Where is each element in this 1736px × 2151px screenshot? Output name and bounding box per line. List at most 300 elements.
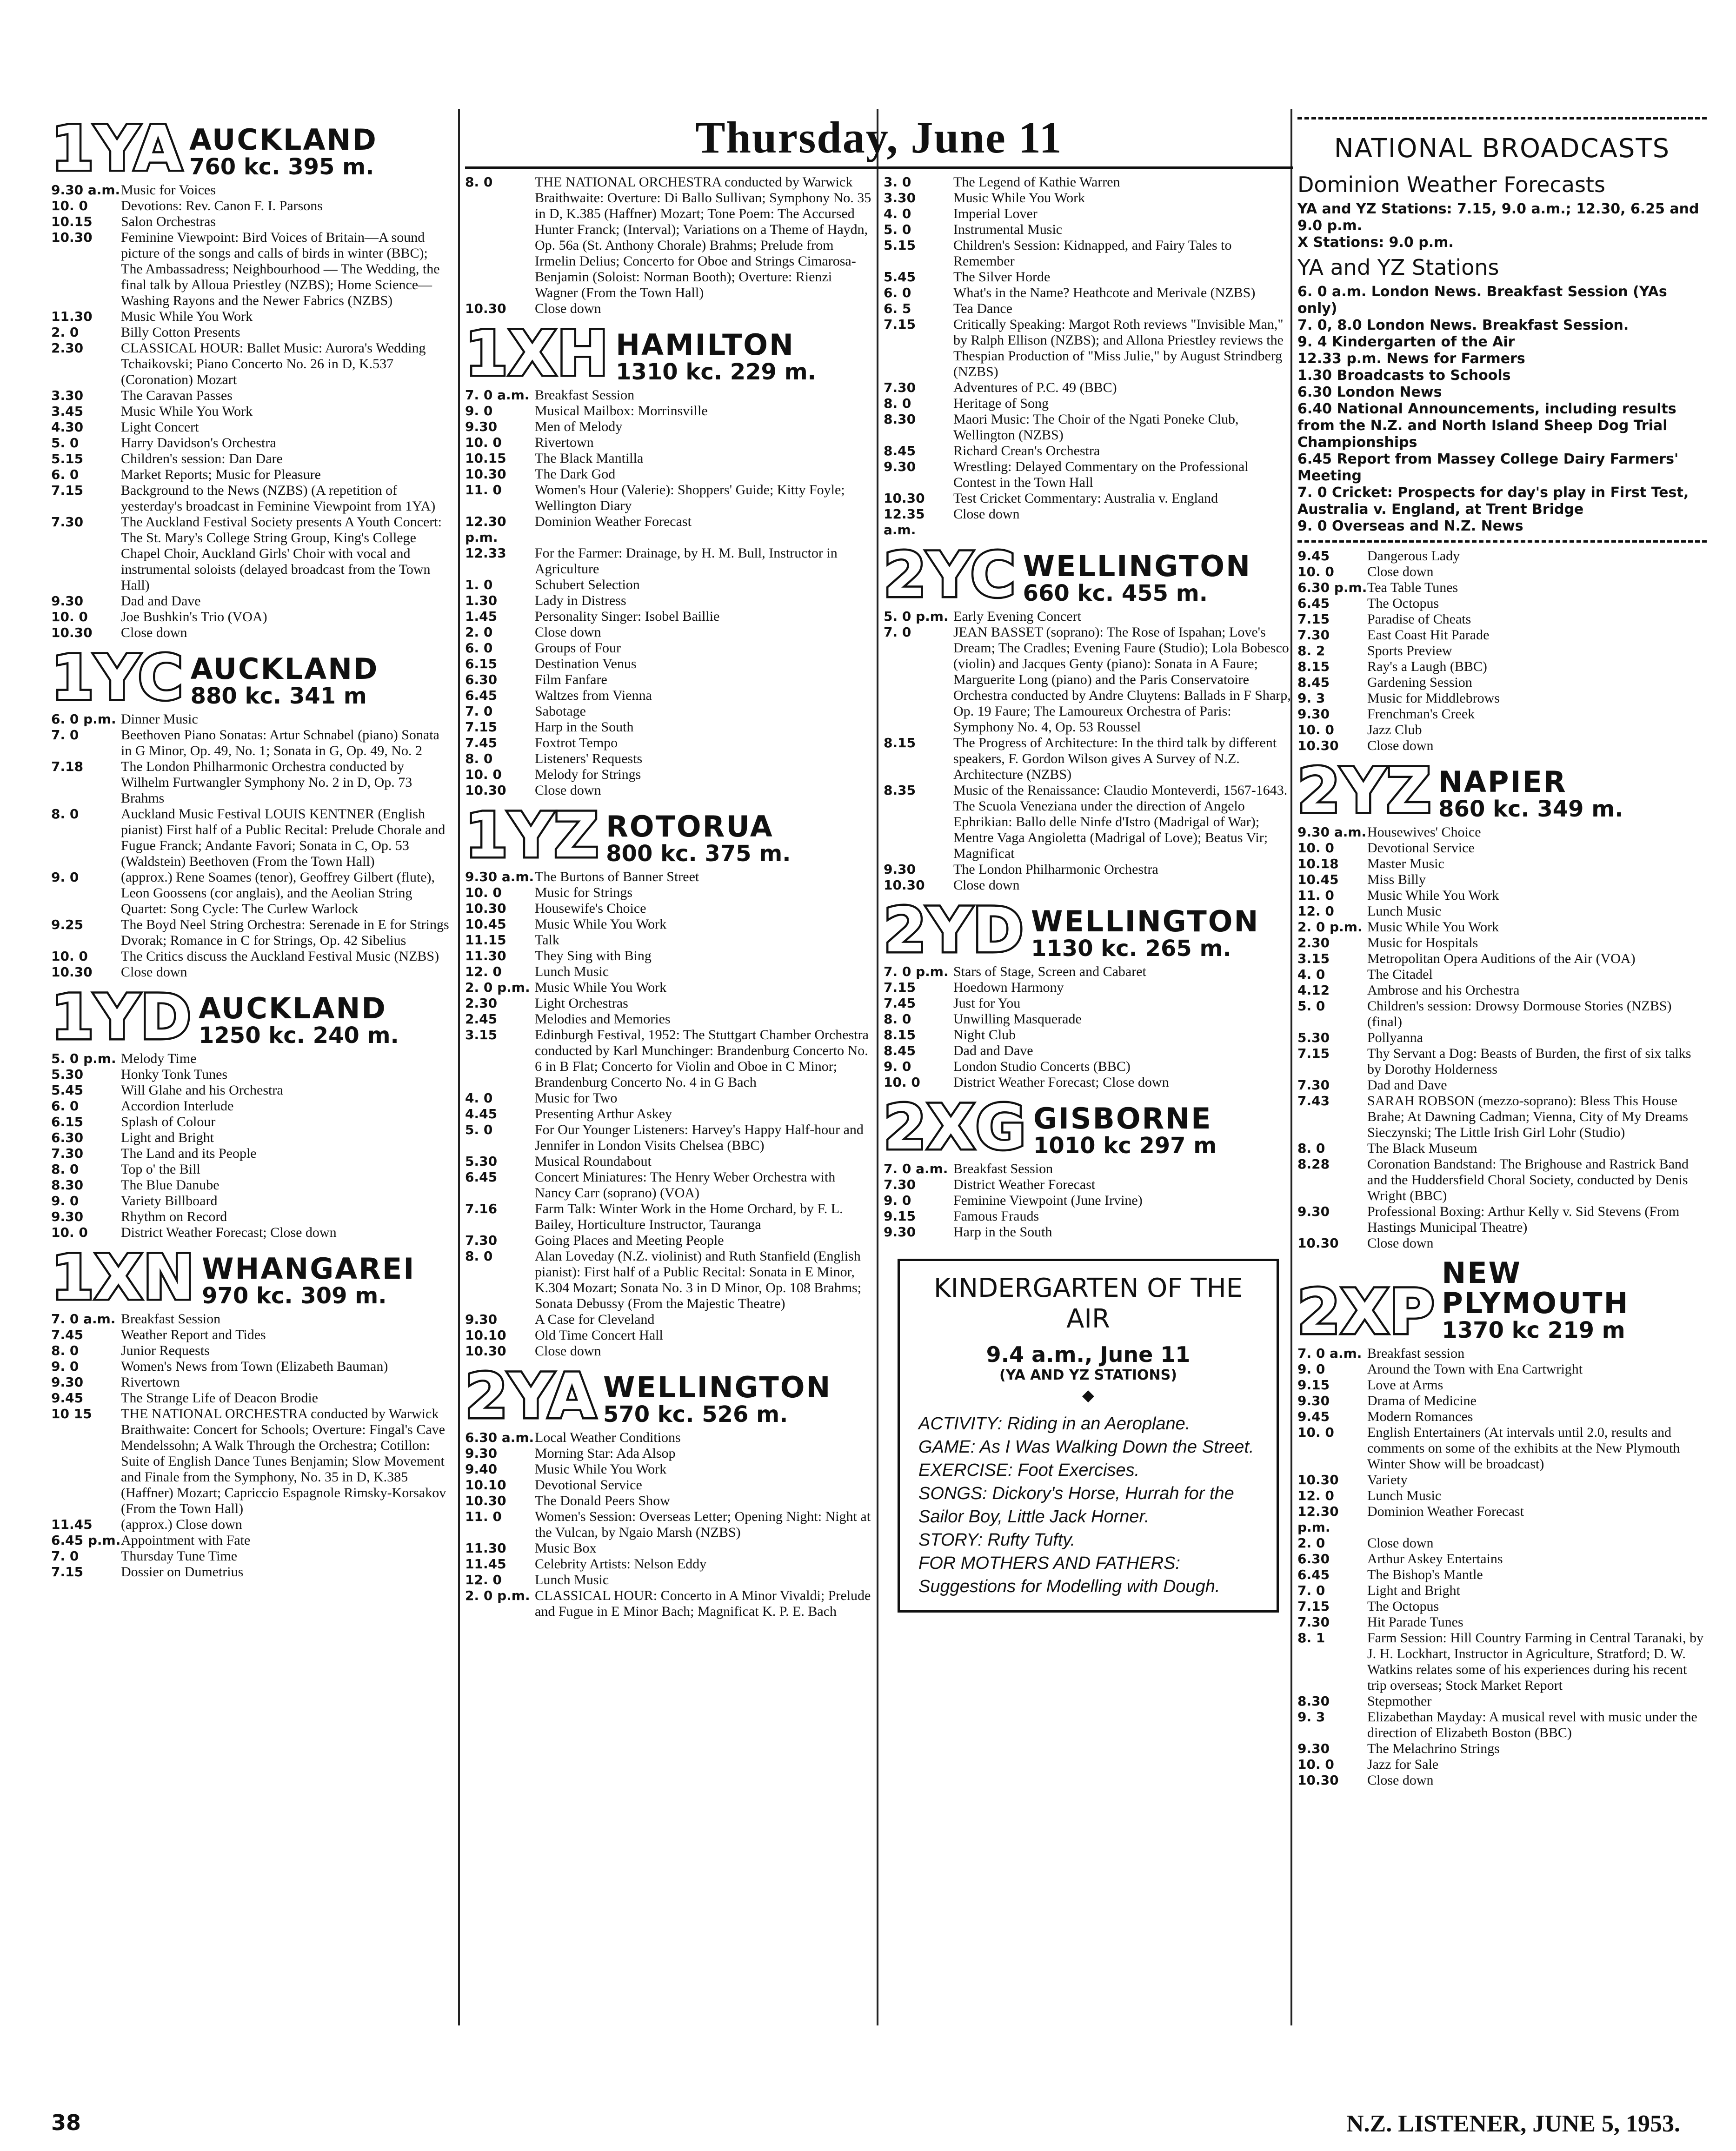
station-callsign: 2YD	[884, 895, 1024, 966]
programme-time: 9.30	[465, 419, 498, 434]
box-note: (YA AND YZ STATIONS)	[999, 1367, 1177, 1383]
programme-text: Lunch Music	[535, 964, 609, 979]
programme-item	[1297, 722, 1707, 738]
programme-text: The Black Mantilla	[535, 451, 644, 466]
programme-item	[1297, 1773, 1707, 1788]
programme-text: Wrestling: Delayed Commentary on the Professional Contest in the Town Hall	[953, 459, 1249, 490]
programme-text: Close down	[121, 964, 187, 980]
station-callsign: 1YD	[51, 982, 192, 1053]
programme-item	[51, 325, 451, 340]
programme-item	[465, 1154, 874, 1169]
programme-time: 5. 0 p.m.	[884, 609, 949, 624]
programme-time: 10.10	[465, 1477, 506, 1493]
programme-item	[1297, 1204, 1707, 1235]
programme-text: The London Philharmonic Orchestra conducted by Wilhelm Furtwangler Symphony No. 2 in D, Op. 73 Brahms	[121, 759, 412, 806]
programme-text: Light Concert	[121, 419, 199, 435]
programme-text: Dominion Weather Forecast	[535, 514, 692, 529]
programme-time: 12.30 p.m.	[1297, 1503, 1339, 1535]
programme-list	[51, 1051, 451, 1241]
programme-text: Dominion Weather Forecast	[1367, 1503, 1524, 1519]
programme-time: 6.45 p.m.	[51, 1533, 121, 1548]
programme-text: Ray's a Laugh (BBC)	[1367, 659, 1487, 674]
programme-text: Hoedown Harmony	[953, 980, 1064, 995]
station-title	[616, 330, 816, 385]
programme-item	[1297, 548, 1707, 564]
programme-item	[51, 1209, 451, 1225]
programme-text: Frenchman's Creek	[1367, 706, 1475, 722]
programme-text: Early Evening Concert	[953, 609, 1081, 624]
programme-time: 6.30	[1297, 1551, 1330, 1567]
programme-item	[884, 1208, 1293, 1224]
station-name: GISBORNE	[1033, 1102, 1212, 1136]
station-title	[606, 811, 791, 866]
programme-item	[51, 1193, 451, 1209]
programme-item	[1297, 983, 1707, 998]
programme-list	[1297, 548, 1707, 754]
programme-text: Music While You Work	[535, 916, 667, 932]
station-header	[51, 113, 451, 185]
programme-text: Thy Servant a Dog: Beasts of Burden, the first of six talks by Dorothy Holderness	[1367, 1046, 1691, 1077]
programme-item	[884, 783, 1293, 862]
programme-text: Children's session: Drowsy Dormouse Stories (NZBS) (final)	[1367, 998, 1672, 1029]
programme-item	[1297, 1235, 1707, 1251]
programme-item	[1297, 643, 1707, 659]
programme-item	[465, 885, 874, 901]
programme-time: 7. 0	[51, 1548, 79, 1564]
programme-item	[465, 1540, 874, 1556]
box-item: SONGS: Dickory's Horse, Hurrah for the Sailor Boy, Little Jack Horner.	[918, 1484, 1234, 1527]
programme-time: 7.45	[884, 996, 916, 1011]
programme-time: 7. 0	[465, 704, 493, 719]
programme-item	[51, 759, 451, 806]
programme-item	[465, 948, 874, 964]
programme-text: Old Time Concert Hall	[535, 1328, 663, 1343]
programme-item	[1297, 872, 1707, 888]
programme-item	[465, 1248, 874, 1312]
programme-time: 12.35 a.m.	[884, 506, 925, 538]
programme-item	[884, 506, 1293, 538]
programme-item	[465, 466, 874, 482]
programme-text: A Case for Cleveland	[535, 1312, 655, 1327]
programme-text: The Dark God	[535, 466, 616, 482]
programme-list	[51, 1311, 451, 1580]
programme-time: 11.30	[465, 1540, 506, 1556]
programme-item	[884, 1027, 1293, 1043]
programme-text: Devotional Service	[1367, 840, 1475, 856]
programme-item	[51, 514, 451, 593]
programme-time: 1.30	[465, 593, 498, 608]
programme-list	[884, 1161, 1293, 1240]
programme-item	[465, 1106, 874, 1122]
programme-text: Salon Orchestras	[121, 214, 216, 229]
programme-text: Harry Davidson's Orchestra	[121, 435, 276, 451]
station-section	[51, 642, 451, 980]
programme-time: 8.30	[51, 1177, 84, 1193]
programme-text: (approx.) Rene Soames (tenor), Geoffrey Gilbert (flute), Leon Goossens (cor anglais), and the Aeolian String Quartet: Song Cycle: The Curlew Warlock	[121, 870, 435, 916]
station-section	[884, 1092, 1293, 1240]
programme-item	[465, 387, 874, 403]
programme-item	[1297, 1346, 1707, 1361]
programme-text: Foxtrot Tempo	[535, 735, 618, 750]
programme-text: Groups of Four	[535, 640, 621, 656]
programme-time: 6. 0 p.m.	[51, 711, 116, 727]
station-section	[465, 174, 874, 317]
programme-item	[884, 269, 1293, 285]
programme-time: 10.18	[1297, 856, 1339, 871]
programme-item	[465, 1556, 874, 1572]
programme-item	[51, 1517, 451, 1533]
programme-time: 9.40	[465, 1461, 498, 1477]
programme-text: The Black Museum	[1367, 1141, 1477, 1156]
programme-list	[465, 1430, 874, 1620]
programme-text: Paradise of Cheats	[1367, 611, 1471, 627]
programme-time: 7.15	[465, 719, 498, 735]
programme-time: 6.45	[1297, 596, 1330, 611]
national-line: 6.30 London News	[1297, 384, 1442, 400]
programme-item	[465, 593, 874, 609]
programme-item	[1297, 1535, 1707, 1551]
programme-time: 6.45	[465, 1169, 498, 1185]
programme-item	[1297, 1614, 1707, 1630]
programme-text: Close down	[953, 877, 1020, 893]
programme-time: 4. 0	[465, 1090, 493, 1106]
programme-text: Farm Talk: Winter Work in the Home Orchard, by F. L. Bailey, Horticulture Instructor, Tauranga	[535, 1201, 843, 1232]
programme-time: 3. 0	[884, 174, 911, 190]
programme-time: 7.30	[51, 514, 84, 530]
programme-time: 3.30	[884, 190, 916, 206]
programme-text: CLASSICAL HOUR: Ballet Music: Aurora's Wedding Tchaikovski; Piano Concerto No. 26 in D, K.537 (Coronation) Mozart	[121, 340, 426, 387]
header-rule	[465, 166, 1293, 169]
box-item: GAME: As I Was Walking Down the Street.	[918, 1437, 1254, 1457]
programme-text: Farm Session: Hill Country Farming in Central Taranaki, by J. H. Lockhart, Instructor in Agriculture, Stratford; D. W. Watkins relates some of his experiences during his recent trip overseas; Stock Market Report	[1367, 1630, 1704, 1693]
programme-text: Imperial Lover	[953, 206, 1038, 221]
station-header	[1297, 1256, 1707, 1348]
programme-item	[465, 1011, 874, 1027]
station-title	[1031, 906, 1259, 961]
programme-time: 9.45	[1297, 548, 1330, 564]
programme-time: 2.30	[1297, 935, 1330, 950]
programme-time: 10. 0	[884, 1075, 920, 1090]
programme-text: Top o' the Bill	[121, 1162, 200, 1177]
station-header	[465, 800, 874, 871]
programme-time: 11. 0	[465, 1509, 502, 1524]
programme-item	[1297, 738, 1707, 754]
programme-text: Thursday Tune Time	[121, 1548, 238, 1564]
programme-time: 2.30	[51, 340, 84, 356]
programme-item	[51, 483, 451, 514]
programme-time: 9. 0	[51, 1193, 79, 1208]
programme-item	[1297, 1630, 1707, 1693]
programme-item	[1297, 824, 1707, 840]
station-callsign: 2YC	[884, 539, 1017, 611]
programme-item	[1297, 1156, 1707, 1204]
programme-text: The Strange Life of Deacon Brodie	[121, 1390, 318, 1406]
programme-item	[884, 1177, 1293, 1193]
programme-time: 12.30 p.m.	[465, 514, 506, 545]
programme-time: 5.30	[1297, 1030, 1330, 1045]
programme-time: 9.30	[884, 862, 916, 877]
programme-item	[51, 1225, 451, 1241]
weather-heading: Dominion Weather Forecasts	[1297, 172, 1605, 197]
programme-text: Variety Billboard	[121, 1193, 218, 1208]
programme-text: Dinner Music	[121, 711, 198, 727]
programme-text: Devotional Service	[535, 1477, 642, 1493]
station-frequency: 760 kc. 395 m.	[189, 154, 374, 180]
programme-time: 9.30	[884, 1224, 916, 1240]
programme-time: 10.15	[465, 451, 506, 466]
programme-text: JEAN BASSET (soprano): The Rose of Ispahan; Love's Dream; The Cradles; Evening Faure (Studio); Lola Bobesco (violin) and Jacques Genty (piano): Sonata in A Faure; Marguerite Long (piano) and the Paris Conservatoire Orchestra conducted by Andre Cluytens: Ballads in F Sharp, Op. 19 Faure; The Lamoureux Orchestra of Paris: Symphony No. 4, Op. 53 Roussel	[953, 624, 1291, 735]
station-title	[1033, 1103, 1217, 1158]
programme-text: Variety	[1367, 1472, 1408, 1487]
programme-text: For the Farmer: Drainage, by H. M. Bull, Instructor in Agriculture	[535, 545, 838, 577]
station-frequency: 1310 kc. 229 m.	[616, 359, 816, 385]
programme-text: Music for Middlebrows	[1367, 690, 1500, 706]
programme-text: Modern Romances	[1367, 1408, 1473, 1424]
programme-time: 7.15	[884, 317, 916, 332]
programme-time: 4. 0	[884, 206, 911, 221]
programme-item	[884, 964, 1293, 980]
programme-text: Background to the News (NZBS) (A repetition of yesterday's broadcast in Feminine Viewpoint from 1YA)	[121, 483, 436, 514]
programme-text: (approx.) Close down	[121, 1517, 242, 1532]
programme-item	[1297, 856, 1707, 872]
programme-time: 9. 0	[465, 403, 493, 418]
programme-text: Coronation Bandstand: The Brighouse and Rastrick Band and the Huddersfield Choral Society, conducted by Denis Wright (BBC)	[1367, 1156, 1689, 1203]
programme-item	[1297, 675, 1707, 690]
programme-time: 10. 0	[1297, 1756, 1334, 1772]
station-header	[51, 1242, 451, 1314]
programme-time: 6. 0	[465, 640, 493, 656]
programme-text: Stepmother	[1367, 1693, 1432, 1709]
programme-time: 5.45	[51, 1082, 84, 1098]
programme-time: 10.30	[1297, 1772, 1339, 1788]
programme-text: Stars of Stage, Screen and Cabaret	[953, 964, 1146, 979]
programme-time: 4.12	[1297, 983, 1330, 998]
station-callsign: 2YZ	[1297, 755, 1432, 827]
programme-item	[51, 917, 451, 949]
programme-text: What's in the Name? Heathcote and Merivale (NZBS)	[953, 285, 1256, 300]
programme-time: 6. 0	[51, 467, 79, 482]
station-name: AUCKLAND	[189, 123, 378, 157]
programme-item	[51, 182, 451, 198]
programme-time: 11.30	[465, 948, 506, 963]
programme-text: The Bishop's Mantle	[1367, 1567, 1483, 1582]
programme-text: Close down	[535, 1343, 601, 1359]
programme-text: Concert Miniatures: The Henry Weber Orchestra with Nancy Carr (soprano) (VOA)	[535, 1169, 836, 1201]
programme-text: Tea Dance	[953, 301, 1012, 316]
programme-time: 5.30	[51, 1067, 84, 1082]
column-rule-1	[458, 109, 460, 2025]
station-name: ROTORUA	[606, 810, 774, 844]
programme-text: Adventures of P.C. 49 (BBC)	[953, 380, 1117, 395]
programme-text: Light and Bright	[121, 1130, 214, 1145]
programme-time: 10.10	[465, 1328, 506, 1343]
station-callsign: 1YZ	[465, 800, 600, 871]
programme-text: Dad and Dave	[121, 593, 201, 609]
programme-list	[1297, 1346, 1707, 1788]
programme-time: 10.30	[1297, 738, 1339, 753]
programme-time: 8.28	[1297, 1156, 1330, 1172]
programme-time: 8.45	[1297, 675, 1330, 690]
station-title	[191, 654, 379, 709]
programme-time: 10. 0	[51, 1225, 88, 1240]
programme-time: 10.30	[51, 964, 93, 980]
programme-time: 7.30	[51, 1146, 84, 1161]
programme-text: Lunch Music	[535, 1572, 609, 1587]
programme-item	[884, 862, 1293, 877]
programme-time: 10. 0	[1297, 1424, 1334, 1440]
programme-text: Close down	[1367, 738, 1434, 753]
station-name: NEW PLYMOUTH	[1442, 1256, 1630, 1321]
programme-item	[51, 230, 451, 309]
station-title	[603, 1372, 831, 1427]
programme-text: Dossier on Dumetrius	[121, 1564, 244, 1580]
national-line: 1.30 Broadcasts to Schools	[1297, 367, 1511, 384]
programme-text: Weather Report and Tides	[121, 1327, 266, 1342]
programme-item	[1297, 935, 1707, 951]
programme-text: Personality Singer: Isobel Baillie	[535, 609, 720, 624]
programme-time: 8. 0	[51, 1343, 79, 1358]
programme-item	[465, 174, 874, 301]
station-title	[1023, 551, 1251, 606]
programme-time: 8.30	[884, 412, 916, 427]
programme-time: 10.30	[465, 783, 506, 798]
programme-item	[51, 1327, 451, 1343]
programme-text: Alan Loveday (N.Z. violinist) and Ruth Stanfield (English pianist): First half of a Public Recital: Sonata in E Minor, K.304 Mozart; Sonata No. 3 in D Minor, Op. 108 Brahms; Sonata Debussy (From the Majestic Theatre)	[535, 1248, 862, 1311]
national-line: 6.45 Report from Massey College Dairy Farmers' Meeting	[1297, 451, 1679, 484]
programme-item	[51, 964, 451, 980]
programme-time: 7.15	[1297, 1046, 1330, 1061]
programme-item	[1297, 1741, 1707, 1757]
programme-time: 2.45	[465, 1011, 498, 1027]
box-item: ACTIVITY: Riding in an Aeroplane.	[918, 1414, 1191, 1434]
station-section	[465, 800, 874, 1359]
programme-time: 5. 0	[884, 222, 911, 237]
programme-item	[1297, 1377, 1707, 1393]
programme-item	[1297, 1583, 1707, 1599]
station-section	[51, 113, 451, 641]
programme-item	[1297, 627, 1707, 643]
programme-time: 9.30	[884, 459, 916, 474]
programme-time: 10. 0	[51, 609, 88, 624]
programme-item	[51, 806, 451, 870]
programme-text: Music for Strings	[535, 885, 632, 900]
diamond-icon: ◆	[1082, 1387, 1095, 1404]
programme-text: Close down	[953, 506, 1020, 522]
programme-time: 6. 5	[884, 301, 911, 316]
programme-text: Housewife's Choice	[535, 901, 646, 916]
station-header	[465, 318, 874, 390]
programme-time: 2.30	[465, 996, 498, 1011]
programme-text: The Citadel	[1367, 967, 1433, 982]
programme-text: London Studio Concerts (BBC)	[953, 1059, 1131, 1074]
programme-list	[884, 174, 1293, 538]
programme-text: Close down	[1367, 1535, 1434, 1551]
national-line: 12.33 p.m. News for Farmers	[1297, 351, 1525, 367]
programme-item	[51, 404, 451, 419]
programme-item	[1297, 1425, 1707, 1472]
programme-time: 8. 0	[1297, 1141, 1325, 1156]
programme-item	[884, 285, 1293, 301]
programme-time: 9.30 a.m.	[1297, 824, 1367, 840]
programme-text: Melody Time	[121, 1051, 197, 1066]
programme-text: Women's Hour (Valerie): Shoppers' Guide; Kitty Foyle; Wellington Diary	[535, 482, 845, 513]
programme-item	[51, 1359, 451, 1374]
programme-time: 9.45	[1297, 1408, 1330, 1424]
programme-item	[465, 783, 874, 798]
programme-time: 2. 0 p.m.	[1297, 919, 1363, 935]
programme-item	[51, 1130, 451, 1146]
programme-time: 10. 0	[465, 885, 502, 900]
programme-item	[884, 238, 1293, 269]
programme-item	[1297, 919, 1707, 935]
station-section	[1297, 548, 1707, 754]
programme-item	[884, 1043, 1293, 1059]
station-header	[884, 895, 1293, 966]
programme-time: 10. 0	[1297, 840, 1334, 856]
dashed-rule	[1297, 117, 1707, 120]
programme-item	[884, 1224, 1293, 1240]
programme-time: 9.30	[1297, 1740, 1330, 1756]
programme-text: Professional Boxing: Arthur Kelly v. Sid Stevens (From Hastings Municipal Theatre)	[1367, 1204, 1680, 1235]
programme-item	[1297, 1393, 1707, 1409]
station-header	[884, 539, 1293, 611]
programme-time: 8.30	[1297, 1693, 1330, 1709]
programme-time: 8. 0	[465, 1248, 493, 1264]
programme-item	[51, 1374, 451, 1390]
programme-item	[51, 1548, 451, 1564]
programme-item	[465, 577, 874, 593]
programme-time: 7.30	[1297, 1614, 1330, 1630]
programme-item	[884, 317, 1293, 380]
programme-item	[51, 870, 451, 917]
programme-item	[1297, 1409, 1707, 1425]
programme-time: 3.15	[465, 1027, 498, 1042]
programme-text: Listeners' Requests	[535, 751, 643, 766]
programme-time: 9.25	[51, 917, 84, 932]
programme-text: Around the Town with Ena Cartwright	[1367, 1361, 1583, 1377]
programme-time: 8.15	[884, 735, 916, 750]
station-header	[51, 642, 451, 714]
programme-item	[51, 727, 451, 759]
programme-time: 8. 0	[465, 751, 493, 766]
station-frequency: 800 kc. 375 m.	[606, 841, 791, 867]
programme-text: Music While You Work	[1367, 888, 1499, 903]
programme-item	[465, 1588, 874, 1620]
yz-heading: YA and YZ Stations	[1297, 255, 1499, 280]
national-line: 6.40 National Announcements, including results from the N.Z. and North Island Sheep Dog Trial Championships	[1297, 401, 1676, 451]
programme-text: Elizabethan Mayday: A musical revel with music under the direction of Elizabeth Boston (BBC)	[1367, 1709, 1697, 1740]
programme-text: Maori Music: The Choir of the Ngati Poneke Club, Wellington (NZBS)	[953, 412, 1239, 443]
column-1	[51, 112, 451, 2030]
programme-item	[465, 1169, 874, 1201]
programme-text: The Octopus	[1367, 1598, 1439, 1614]
programme-item	[1297, 1046, 1707, 1077]
programme-text: For Our Younger Listeners: Harvey's Happy Half-hour and Jennifer in London Visits Chelsea (BBC)	[535, 1122, 864, 1153]
programme-time: 10. 0	[51, 198, 88, 213]
station-header	[51, 982, 451, 1053]
programme-time: 6.30	[465, 672, 498, 687]
programme-list	[884, 964, 1293, 1090]
station-section	[51, 982, 451, 1241]
programme-item	[465, 301, 874, 317]
programme-item	[465, 435, 874, 451]
programme-item	[884, 222, 1293, 238]
programme-text: Close down	[535, 624, 601, 640]
programme-time: 10. 0	[1297, 722, 1334, 737]
programme-item	[884, 301, 1293, 317]
station-name: WELLINGTON	[1023, 549, 1252, 584]
programme-text: Test Cricket Commentary: Australia v. England	[953, 491, 1218, 506]
